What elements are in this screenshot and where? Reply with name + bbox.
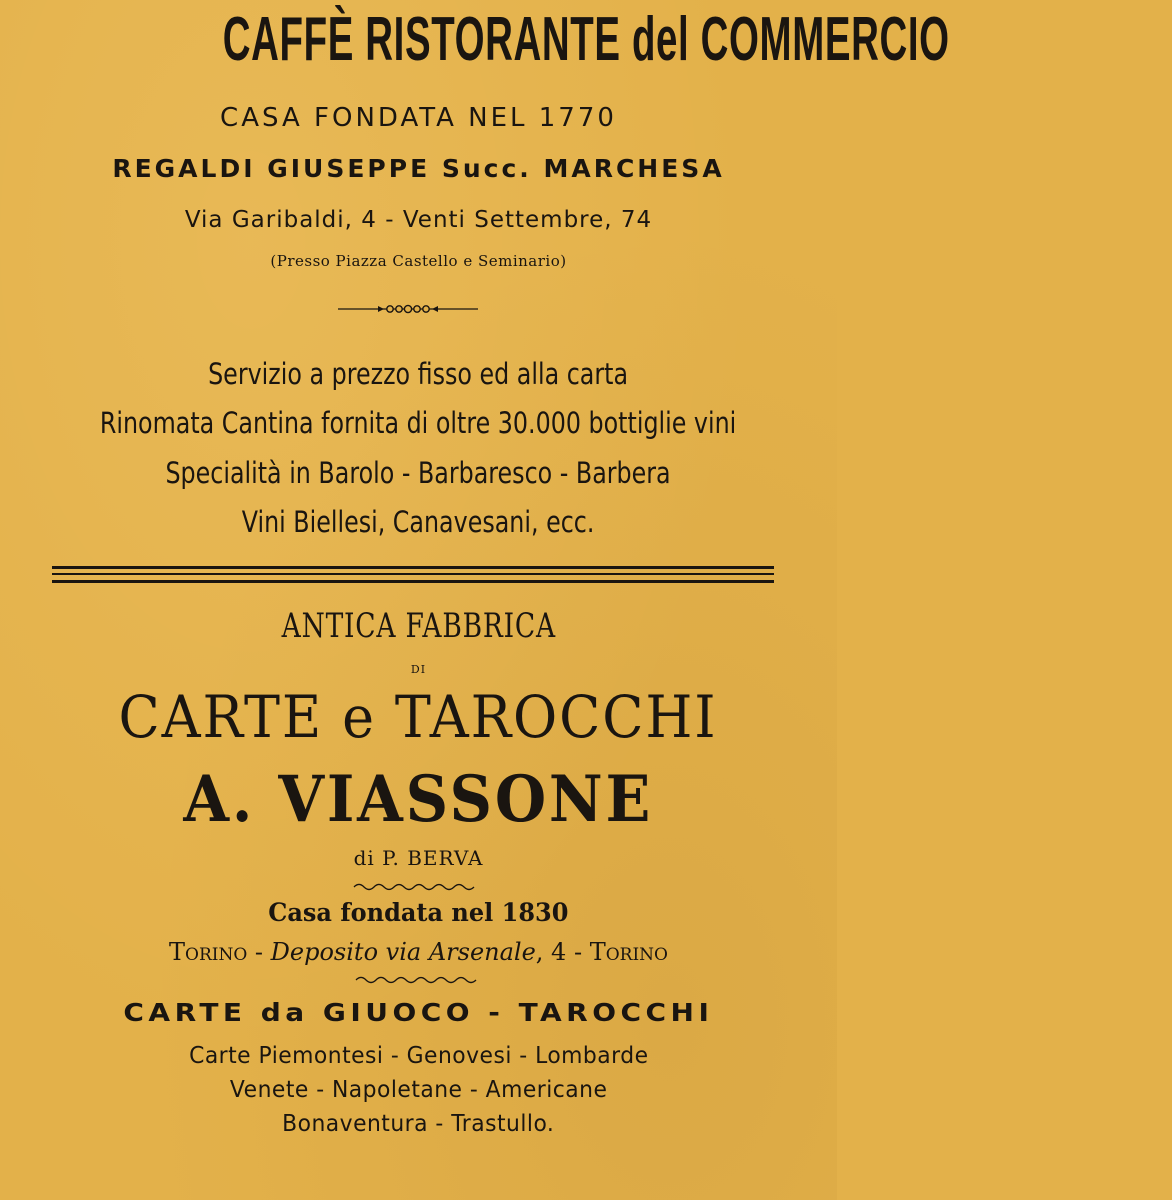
service-line: Servizio a prezzo fisso ed alla carta	[208, 357, 629, 391]
factory-product: CARTE e TAROCCHI	[119, 683, 718, 751]
factory-address	[0, 938, 837, 966]
factory-founded: Casa fondata nel 1830	[268, 898, 569, 927]
wavy-ornament	[354, 882, 474, 892]
restaurant-address: Via Garibaldi, 4 - Venti Settembre, 74	[184, 207, 653, 233]
factory-company-name: A. VIASSONE	[183, 762, 654, 837]
street-name: Deposito via Arsenale	[270, 938, 536, 966]
card-types-line: Carte Piemontesi - Genovesi - Lombarde	[188, 1043, 649, 1069]
address-separator: -	[566, 938, 590, 966]
section-divider-bottom	[52, 580, 774, 583]
card-types-line: Venete - Napoletane - Americane	[229, 1077, 608, 1103]
factory-tagline: CARTE da GIUOCO - TAROCCHI	[123, 998, 714, 1027]
card-types-line: Bonaventura - Trastullo.	[282, 1111, 555, 1137]
service-line: Rinomata Cantina fornita di oltre 30.000 bottiglie vini	[100, 406, 737, 440]
restaurant-location-note: (Presso Piazza Castello e Seminario)	[270, 252, 567, 270]
service-line: Vini Biellesi, Canavesani, ecc.	[242, 505, 595, 539]
street-number: , 4	[535, 938, 567, 966]
factory-heading: ANTICA FABBRICA	[281, 606, 556, 646]
section-divider-middle	[52, 573, 774, 575]
restaurant-title: CAFFÈ RISTORANTE del COMMERCIO	[222, 5, 950, 74]
restaurant-founded: CASA FONDATA NEL 1770	[220, 103, 617, 133]
city-name: Torino	[589, 938, 668, 966]
section-divider-top	[52, 566, 774, 569]
service-line: Specialità in Barolo - Barbaresco - Barbera	[165, 456, 672, 490]
factory-di: DI	[410, 663, 427, 676]
restaurant-owner: REGALDI GIUSEPPE Succ. MARCHESA	[112, 154, 725, 183]
wavy-ornament	[356, 975, 476, 985]
factory-successor: di P. BERVA	[353, 846, 484, 870]
city-name: Torino	[169, 938, 248, 966]
ornament-divider	[338, 302, 478, 316]
address-separator: -	[247, 938, 271, 966]
